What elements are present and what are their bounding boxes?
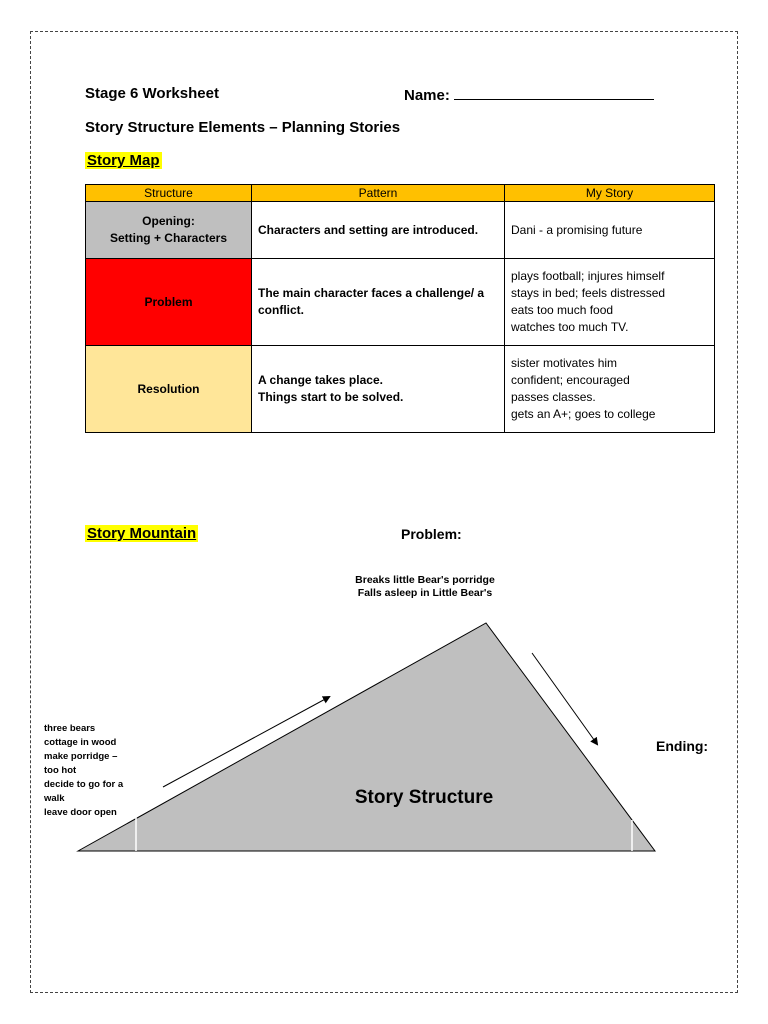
left-note-line: walk — [44, 793, 65, 804]
pattern-line: Characters and setting are introduced. — [258, 222, 479, 237]
my-story-line: confident; encouraged — [511, 373, 630, 387]
ending-label: Ending: — [656, 738, 709, 754]
my-story-line: eats too much food — [511, 303, 614, 317]
structure-line: Setting + Characters — [109, 231, 228, 245]
name-label: Name: — [404, 87, 450, 104]
worksheet-subtitle: Story Structure Elements – Planning Stories — [85, 119, 401, 136]
left-note-line: too hot — [44, 765, 77, 776]
my-story-line: plays football; injures himself — [511, 269, 665, 283]
structure-line: Resolution — [137, 381, 200, 396]
pattern-line: A change takes place. — [258, 373, 383, 387]
left-note-line: three bears — [44, 723, 96, 734]
column-header-my-story: My Story — [505, 185, 715, 202]
my-story-line: stays in bed; feels distressed — [511, 286, 666, 300]
column-header-pattern: Pattern — [252, 185, 505, 202]
mountain-label: Story Structure — [354, 787, 494, 808]
peak-note-line: Falls asleep in Little Bear's — [357, 587, 493, 599]
peak-note-line: Breaks little Bear's porridge — [355, 574, 495, 586]
my-story-line: gets an A+; goes to college — [511, 407, 656, 421]
left-note-line: cottage in wood — [44, 737, 117, 748]
column-header-structure: Structure — [86, 185, 252, 202]
pattern-line: The main character faces a challenge/ a — [258, 286, 485, 300]
my-story-line: passes classes. — [511, 390, 596, 404]
left-note-line: leave door open — [44, 807, 117, 818]
worksheet-title: Stage 6 Worksheet — [85, 85, 219, 102]
structure-line: Problem — [144, 294, 193, 309]
my-story-line: watches too much TV. — [511, 320, 629, 334]
structure-line: Opening: — [142, 214, 195, 228]
story-map-title: Story Map — [87, 152, 160, 169]
story-mountain-title: Story Mountain — [87, 525, 197, 542]
pattern-line: conflict. — [258, 303, 305, 317]
mountain-shape — [78, 623, 655, 851]
my-story-line: Dani - a promising future — [511, 222, 643, 237]
left-note-line: decide to go for a — [44, 779, 124, 790]
pattern-line: Things start to be solved. — [258, 390, 404, 404]
left-note-line: make porridge – — [44, 751, 118, 762]
left-notes — [44, 722, 144, 820]
problem-label: Problem: — [401, 526, 462, 542]
my-story-line: sister motivates him — [511, 356, 618, 370]
